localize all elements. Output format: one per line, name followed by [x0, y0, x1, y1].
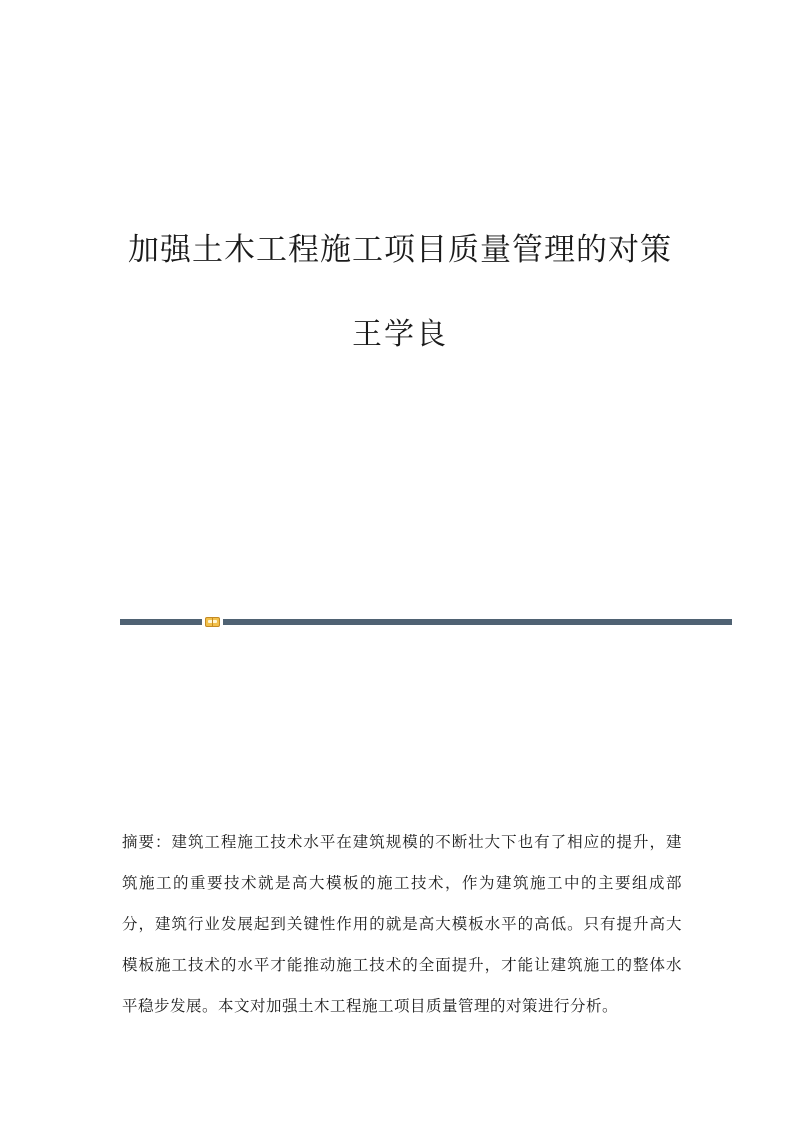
abstract-line-5: 平稳步发展。本文对加强土木工程施工项目质量管理的对策进行分析。: [122, 997, 619, 1015]
abstract-paragraph: [122, 822, 682, 1027]
abstract-line-1: 摘要：建筑工程施工技术水平在建筑规模的不断壮大下也有了相应的提升，建: [122, 833, 682, 851]
abstract-line-2: 筑施工的重要技术就是高大模板的施工技术，作为建筑施工中的主要组成部: [122, 874, 682, 892]
section-divider: [120, 617, 732, 627]
abstract-line-4: 模板施工技术的水平才能推动施工技术的全面提升，才能让建筑施工的整体水: [122, 956, 682, 974]
author-name: 王学良: [352, 317, 448, 352]
document-title: 加强土木工程施工项目质量管理的对策: [128, 232, 672, 268]
divider-bar-left: [120, 619, 202, 625]
divider-bar-right: [223, 619, 732, 625]
abstract-line-3: 分，建筑行业发展起到关键性作用的就是高大模板水平的高低。只有提升高大: [122, 915, 682, 933]
book-icon: [205, 617, 220, 627]
